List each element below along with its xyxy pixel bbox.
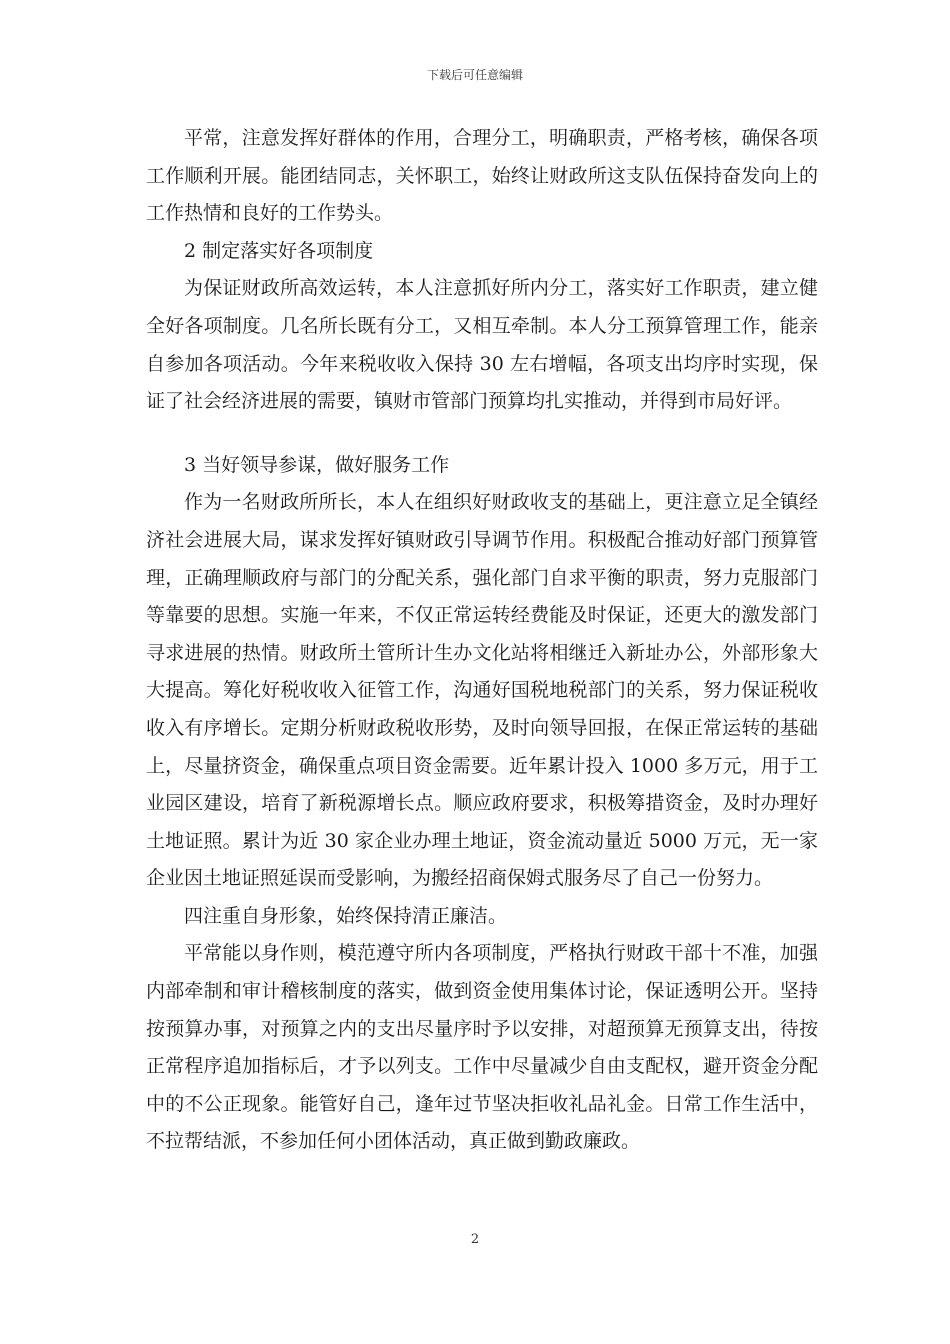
heading-advisor-service: 3 当好领导参谋，做好服务工作 [184, 453, 450, 476]
paragraph-teamwork: 平常，注意发挥好群体的作用，合理分工，明确职责，严格考核，确保各项工作顺利开展。能团结同志，关怀职工，始终让财政所这支队伍保持奋发向上的工作热情和良好的工作势头。 [146, 127, 818, 225]
heading-self-image: 四注重自身形象，始终保持清正廉洁。 [184, 904, 508, 927]
page-number: 2 [470, 1232, 480, 1247]
heading-systems: 2 制定落实好各项制度 [184, 239, 374, 262]
paragraph-advisor-service: 作为一名财政所所长，本人在组织好财政收支的基础上，更注意立足全镇经济社会进展大局，谋求发挥好镇财政引导调节作用。积极配合推动好部门预算管理，正确理顺政府与部门的分配关系，强化部门自求平衡的职责，努力克服部门等靠要的思想。实施一年来，不仅正常运转经费能及时保证，还更大的激发部门寻求进展的热情。财政所土管所计生办文化站将相继迁入新址办公，外部形象大大提高。筹化好税收收入征管工作，沟通好国税地税部门的关系，努力保证税收收入有序增长。定期分析财政税收形势，及时向领导回报，在保正常运转的基础上，尽量挤资金，确保重点项目资金需要。近年累计投入 1000 多万元，用于工业园区建设，培育了新税源增长点。顺应政府要求，积极筹措资金，及时办理好土地证照。累计为近 30 家企业办理土地证，资金流动量近 5000 万元，无一家企业因土地证照延误而受影响，为搬经招商保姆式服务尽了自己一份努力。 [146, 491, 818, 890]
document-body [146, 120, 818, 1161]
page-header: 下载后可任意编辑 [426, 68, 523, 82]
paragraph-systems: 为保证财政所高效运转，本人注意抓好所内分工，落实好工作职责，建立健全好各项制度。几名所长既有分工，又相互牵制。本人分工预算管理工作，能亲自参加各项活动。今年来税收收入保持 30 左右增幅，各项支出均序时实现，保证了社会经济进展的需要，镇财市管部门预算均扎实推动，并得到市局好评。 [146, 277, 818, 413]
paragraph-self-image: 平常能以身作则，模范遵守所内各项制度，严格执行财政干部十不准，加强内部牵制和审计稽核制度的落实，做到资金使用集体讨论，保证透明公开。坚持按预算办事，对预算之内的支出尽量序时予以安排，对超预算无预算支出，待按正常程序追加指标后，才予以列支。工作中尽量减少自由支配权，避开资金分配中的不公正现象。能管好自己，逢年过节坚决拒收礼品礼金。日常工作生活中，不拉帮结派，不参加任何小团体活动，真正做到勤政廉政。 [146, 942, 818, 1153]
